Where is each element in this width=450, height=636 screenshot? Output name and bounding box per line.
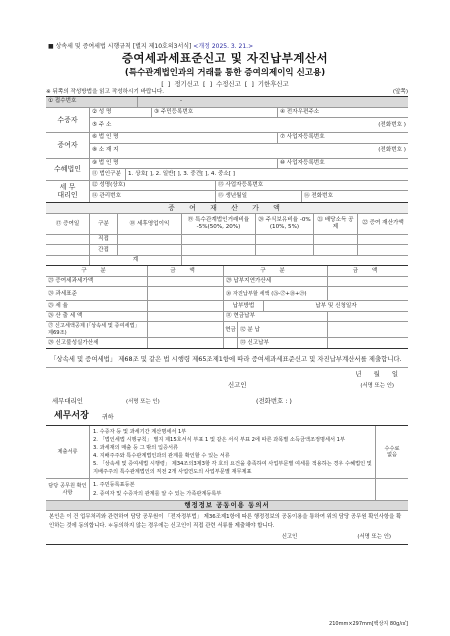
tax-row-3 [46, 301, 408, 312]
filing-type-checkboxes[interactable]: [ ] 정기신고 [ ] 수정신고 [ ] 기한후신고 [161, 79, 289, 88]
receipt-label: ① 접수번호 [46, 97, 138, 107]
tax-right-amount-header: 금 액 [352, 267, 384, 274]
donor-phone: (전화번호 ) [378, 147, 406, 154]
related-trade-ratio-header: ⑲ 특수관계법인거래비율 -5%(50%, 20%) [182, 214, 256, 234]
fee-value: 없음 [386, 452, 398, 459]
consent-signer: 신고인 [281, 533, 298, 540]
gift-date-header: ⑰ 증여일 [46, 214, 90, 234]
donee-email-field[interactable]: ④ 전자우편주소 [280, 108, 320, 115]
cash-payment-label: ㉛ 현금납부 [224, 312, 328, 322]
agent-group-label: 세 무 대리인 [46, 181, 90, 202]
gift-calc-row-indirect [46, 245, 408, 256]
donor-group-label: 증여자 [46, 133, 90, 158]
form-reference [48, 43, 253, 50]
official-check-list [90, 479, 376, 499]
consent-body-row [46, 511, 408, 544]
agent-signature[interactable]: (서명 또는 인) [126, 399, 160, 406]
recipient-suffix: 귀하 [102, 414, 114, 422]
gift-amount-header: ㉒ 증여 재산가액 [362, 220, 404, 227]
instruction-row [46, 89, 408, 96]
tax-base-label: ㉔ 과세표준 [46, 287, 148, 300]
attachments-label: 제출서류 [46, 426, 90, 478]
tax-row-4 [46, 312, 408, 323]
payment-method-value[interactable]: 납부 및 신청일자 [315, 302, 357, 309]
donee-address-field[interactable]: ⑤ 주 소 (전화번호 ) [92, 121, 406, 128]
consent-signature[interactable]: (서명 또는 인) [357, 533, 391, 540]
agent-mgmt-no-field[interactable]: ⑭ 관리번호 [90, 191, 216, 202]
attachments-row [46, 426, 408, 479]
attachments-list [90, 426, 376, 478]
row-direct-label: 직접 [90, 235, 118, 245]
gift-calc-header-row [46, 214, 408, 235]
receipt-number-field[interactable]: - [138, 97, 408, 107]
beneficiary-group-label: 수혜법인 [46, 159, 90, 180]
title-block [24, 52, 426, 89]
agent-biz-no-field[interactable]: ⑬ 사업자등록번호 [218, 181, 264, 188]
gift-calc-row-total [46, 256, 408, 267]
page-side-label: (앞쪽) [392, 89, 408, 95]
beneficiary-corp-name-field[interactable]: ⑨ 법 인 명 [90, 159, 278, 169]
attachment-item: 2. 「법인세법 시행규칙」 별지 제15호서식 부표 1 및 같은 서식 부표 2에 따른 과목별 소득금액조정명세서 1부 [93, 437, 345, 444]
attachment-item: 3. 과세재의 매출 등 그 밖의 입증서류 [93, 445, 178, 452]
gift-calc-title-row [46, 203, 408, 214]
signature-area [46, 368, 408, 426]
installment-label: ㉜ 분 납 [238, 322, 328, 337]
consent-text: 본인은 이 건 업무처리와 관련하여 담당 공무원이 「전자정부법」 제36조제1항에 따른 행정정보의 공동이용을 통하여 위의 담당 공무원 확인사항을 확인하는 것에 동의합니다. ＊동의하지 않는 경우에는 신고인이 직접 관련 서류를 제출해야 합니다. [49, 514, 402, 530]
form-title: 증여세과세표준신고 및 자진납부계산서 [121, 51, 329, 65]
filing-payment-label: ㉝ 신고납부 [238, 338, 328, 348]
fee-cell [376, 426, 408, 478]
gift-calc-title: 증 여 재 산 가 액 [168, 203, 286, 212]
attachment-item: 1. 수증자 등 및 과세기간 계산명세서 1부 [93, 429, 187, 436]
agent-label: 세무대리인 [52, 397, 83, 406]
consent-title-row [46, 501, 408, 512]
donee-section [46, 108, 408, 134]
agent-phone-field[interactable]: ⑯ 전화번호 [304, 192, 333, 199]
row-total-label: 계 [90, 256, 182, 266]
donor-corp-name-field[interactable]: ⑥ 법 인 명 [90, 133, 278, 143]
cash-group-label: 현금 [224, 322, 238, 337]
recipient-office: 세무서장 [54, 411, 89, 422]
paper-spec: 210mm×297mm[백상지 80g/㎡] [329, 621, 408, 627]
late-payment-penalty-label: ㉙ 납부지연가산세 [224, 277, 328, 287]
donee-resident-no-field[interactable]: ③ 주민등록번호 [152, 108, 278, 118]
computed-tax-label: ㉖ 산 출 세 액 [46, 312, 148, 322]
consent-sign-line [49, 533, 405, 542]
tax-row-1 [46, 277, 408, 288]
donee-phone: (전화번호 ) [378, 121, 406, 128]
submission-date[interactable]: 년 월 일 [355, 370, 398, 379]
donor-location-field[interactable]: ⑧ 소 재 지 (전화번호 ) [92, 147, 406, 154]
tax-rate-label: ㉕ 세 율 [46, 301, 148, 311]
attachment-item: 5. 「상속세 및 증여세법 시행령」 제34조의3제3항 각 호의 요건을 충족하여 사업부문별 여세를 적용하는 경우 수혜법인 및 지배주주의 특수관계법인의 직전 2개 사업연도의 사업부문별 재무제표 [93, 461, 372, 476]
applicant-label: 신고인 [228, 381, 247, 390]
self-payment-tax-label: ㉚ 자진납부할 세액 (㉖-㉗+㉘+㉙) [224, 287, 328, 300]
fee-label: 수수료 [384, 446, 400, 453]
donor-biz-no-field[interactable]: ⑦ 사업자등록번호 [280, 134, 325, 141]
tax-calc-header-row [46, 266, 408, 277]
share-ratio-header: ⑳ 주식보유비율 -0%(10%, 5%) [256, 214, 314, 234]
attachment-item: 4. 지배주주와 특수관계법인과의 관계를 확인할 수 있는 서류 [93, 453, 230, 460]
corp-type-label: ⑪ 법인구분 [90, 169, 126, 180]
gift-calc-row-direct [46, 235, 408, 246]
tax-left-category-header: 구 분 [46, 266, 148, 276]
beneficiary-biz-no-field[interactable]: ⑩ 사업자등록번호 [280, 159, 325, 166]
filing-deduction-label: ㉗ 신고세액공제 (「상속세 및 증여세법」 제69조) [46, 322, 148, 337]
donee-name-field[interactable]: ② 성 명 [90, 108, 152, 118]
consent-body [46, 511, 408, 544]
applicant-signature[interactable]: (서명 또는 인) [360, 383, 394, 390]
official-check-item: 1. 주민등록표등본 [93, 482, 135, 489]
donee-group-label: 수증자 [46, 108, 90, 133]
gift-tax-base-label: ㉓ 증여세과세가액 [46, 277, 148, 287]
reference-text: ■ 상속세 및 증여세법 시행규칙 [별지 제10호의3서식] [48, 43, 192, 50]
row-indirect-label: 간접 [90, 245, 118, 255]
agent-phone[interactable]: (전화번호 : ) [256, 397, 292, 406]
filing-form [46, 96, 408, 545]
tax-row-2 [46, 287, 408, 301]
official-check-row [46, 479, 408, 500]
underreport-penalty-label: ㉘ 신고불성실가산세 [46, 338, 148, 348]
tax-agent-section [46, 181, 408, 203]
agent-birth-field[interactable]: ⑮ 생년월일 [216, 191, 302, 202]
submission-statement: 「상속세 및 증여세법」 제68조 및 같은 법 시행령 제65조제1항에 따라 증여세과세표준신고 및 자진납부계산서를 제출합니다. [46, 349, 408, 368]
official-check-label: 담당 공무원 확인사항 [46, 479, 90, 499]
beneficiary-corp-section [46, 159, 408, 181]
consent-title: 행정정보 공동이용 동의서 [46, 501, 408, 511]
form-subtitle: (특수관계법인과의 거래를 통한 증여의제이익 신고용) [124, 67, 326, 78]
receipt-row [46, 97, 408, 108]
corp-type-checkboxes[interactable]: 1. 상호[ ], 2. 일반[ ], 3. 중견[ ], 4. 중소[ ] [128, 170, 235, 177]
official-check-item: 2. 증여자 및 수증자의 관계를 알 수 있는 가족관계등록부 [93, 490, 222, 497]
payment-method-label: 납부방법 [224, 301, 264, 311]
agent-name-field[interactable]: ⑫ 성명(상호) [90, 181, 216, 191]
donor-section [46, 133, 408, 159]
tax-row-6 [46, 338, 408, 349]
category-header: 구분 [90, 214, 118, 234]
instruction-note: ※ 뒤쪽의 작성방법을 읽고 작성하시기 바랍니다. [46, 89, 165, 95]
tax-row-5 [46, 322, 408, 338]
tax-right-category-header: 구 분 [224, 266, 328, 276]
tax-left-amount-header: 금 액 [148, 266, 224, 276]
dividend-deduction-header: ㉑ 배당소득 공제 [314, 214, 358, 234]
amendment-date: <개정 2025. 3. 21.> [193, 43, 254, 50]
after-tax-income-header: ⑱ 세후영업이익 [118, 214, 182, 234]
